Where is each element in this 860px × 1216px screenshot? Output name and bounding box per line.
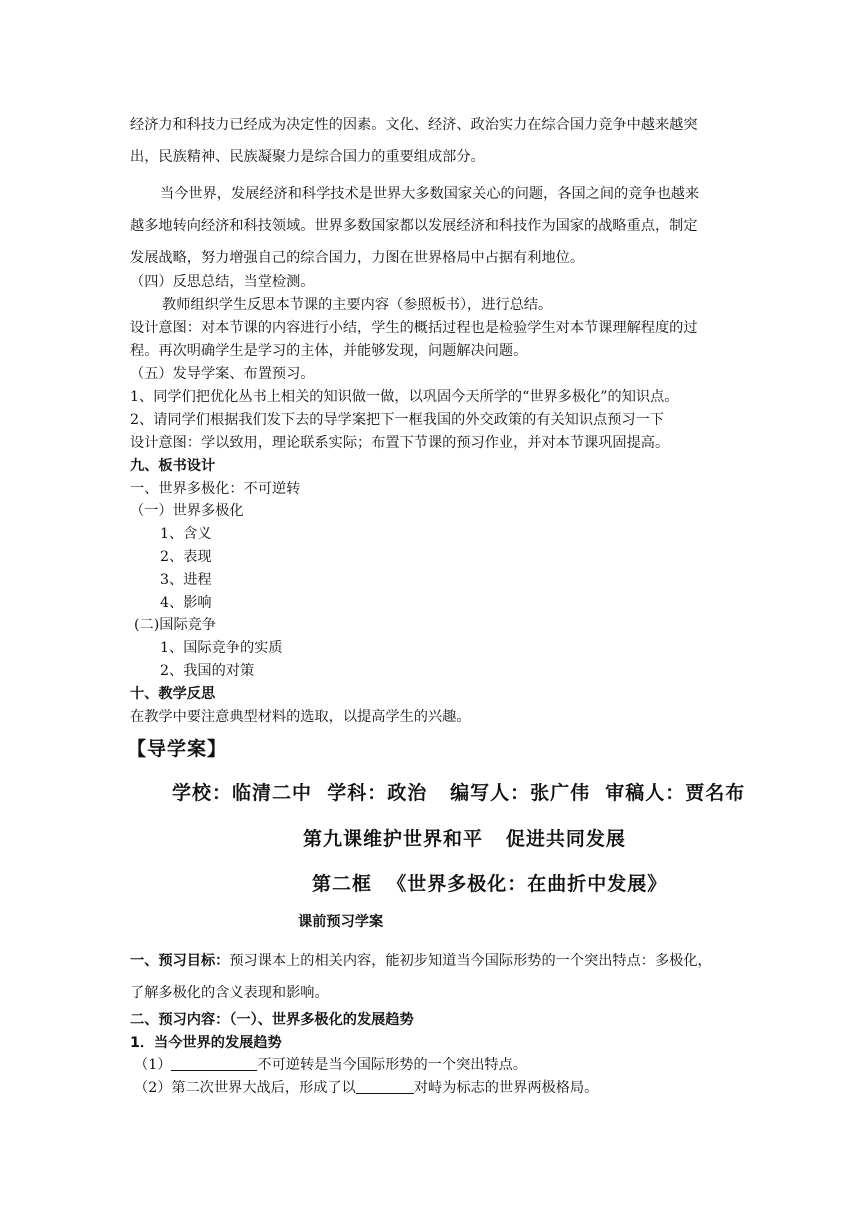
goal-label: 一、预习目标： (130, 953, 230, 969)
board-sub1-item: 4、影响 (160, 595, 212, 611)
section5-design: 设计意图：学以致用，理论联系实际；布置下节课的预习作业，并对本节课巩固提高。 (130, 435, 670, 451)
reflection-text: 在教学中要注意典型材料的选取，以提高学生的兴趣。 (130, 709, 471, 725)
intro-paragraph-2 (130, 178, 734, 274)
guide-frame: 第二框 《世界多极化：在曲折中发展》 (312, 873, 668, 895)
question-1-suffix: 不可逆转是当今国际形势的一个突出特点。 (257, 1057, 527, 1073)
board-sub1-item: 1、含义 (160, 526, 212, 542)
guide-meta: 学校：临清二中 学科：政治 编写人：张广伟 审稿人：贾名布 (172, 782, 746, 804)
guide-lesson: 第九课维护世界和平 促进共同发展 (303, 828, 626, 850)
board-sub1-item: 3、进程 (160, 572, 212, 588)
question-1 (134, 1055, 527, 1075)
text-line: 经济力和科技力已经成为决定性的因素。文化、经济、政治实力在综合国力竞争中越来越突 (130, 117, 698, 133)
board-main: 一、世界多极化：不可逆转 (130, 481, 301, 497)
guide-subtitle: 课前预习学案 (298, 914, 384, 930)
question-2-prefix: （2）第二次世界大战后，形成了以 (134, 1080, 356, 1096)
board-sub1: （一）世界多极化 (130, 503, 244, 519)
board-sub1-item: 2、表现 (160, 549, 212, 565)
answer-blank[interactable] (356, 1079, 414, 1094)
question-2 (134, 1078, 598, 1098)
question-1-prefix: （1） (134, 1057, 172, 1073)
board-sub2-item: 1、国际竞争的实质 (160, 640, 283, 656)
board-sub2-item: 2、我国的对策 (160, 663, 255, 679)
question-2-suffix: 对峙为标志的世界两极格局。 (413, 1080, 599, 1096)
intro-paragraph-1 (130, 109, 734, 173)
board-sub2: (二)国际竞争 (134, 617, 217, 633)
text-line: 越多地转向经济和科技领域。世界多数国家都以发展经济和科技作为国家的战略重点，制定 (130, 218, 698, 234)
goal-text-line2: 了解多极化的含义表现和影响。 (130, 985, 329, 1001)
board-title: 九、板书设计 (130, 458, 216, 474)
trend-heading: 1．当今世界的发展趋势 (130, 1035, 282, 1051)
section4-text: 教师组织学生反思本节课的主要内容（参照板书），进行总结。 (162, 297, 553, 313)
text-line: 当今世界，发展经济和科学技术是世界大多数国家关心的问题，各国之间的竞争也越来 (160, 186, 700, 202)
section4-design-line1: 设计意图：对本节课的内容进行小结，学生的概括过程也是检验学生对本节课理解程度的过 (130, 320, 698, 336)
guide-title: 【导学案】 (127, 738, 228, 760)
text-line: 发展战略，努力增强自己的综合国力，力图在世界格局中占据有利地位。 (130, 250, 585, 266)
section5-heading: （五）发导学案、布置预习。 (130, 366, 315, 382)
answer-blank[interactable] (171, 1056, 257, 1071)
section4-design-line2: 程。再次明确学生是学习的主体，并能够发现，问题解决问题。 (130, 343, 528, 359)
section5-item2: 2、请同学们根据我们发下去的导学案把下一框我国的外交政策的有关知识点预习一下 (130, 412, 664, 428)
goal-paragraph (130, 945, 734, 1009)
text-line: 出，民族精神、民族凝聚力是综合国力的重要组成部分。 (130, 149, 485, 165)
goal-text: 预习课本上的相关内容，能初步知道当今国际形势的一个突出特点：多极化， (229, 953, 712, 969)
section4-heading: （四）反思总结，当堂检测。 (130, 274, 315, 290)
section5-item1: 1、同学们把优化丛书上相关的知识做一做，以巩固今天所学的“世界多极化”的知识点。 (130, 389, 679, 405)
reflection-title: 十、教学反思 (130, 686, 216, 702)
content-label: 二、预习内容：（一）、世界多极化的发展趋势 (130, 1012, 414, 1028)
